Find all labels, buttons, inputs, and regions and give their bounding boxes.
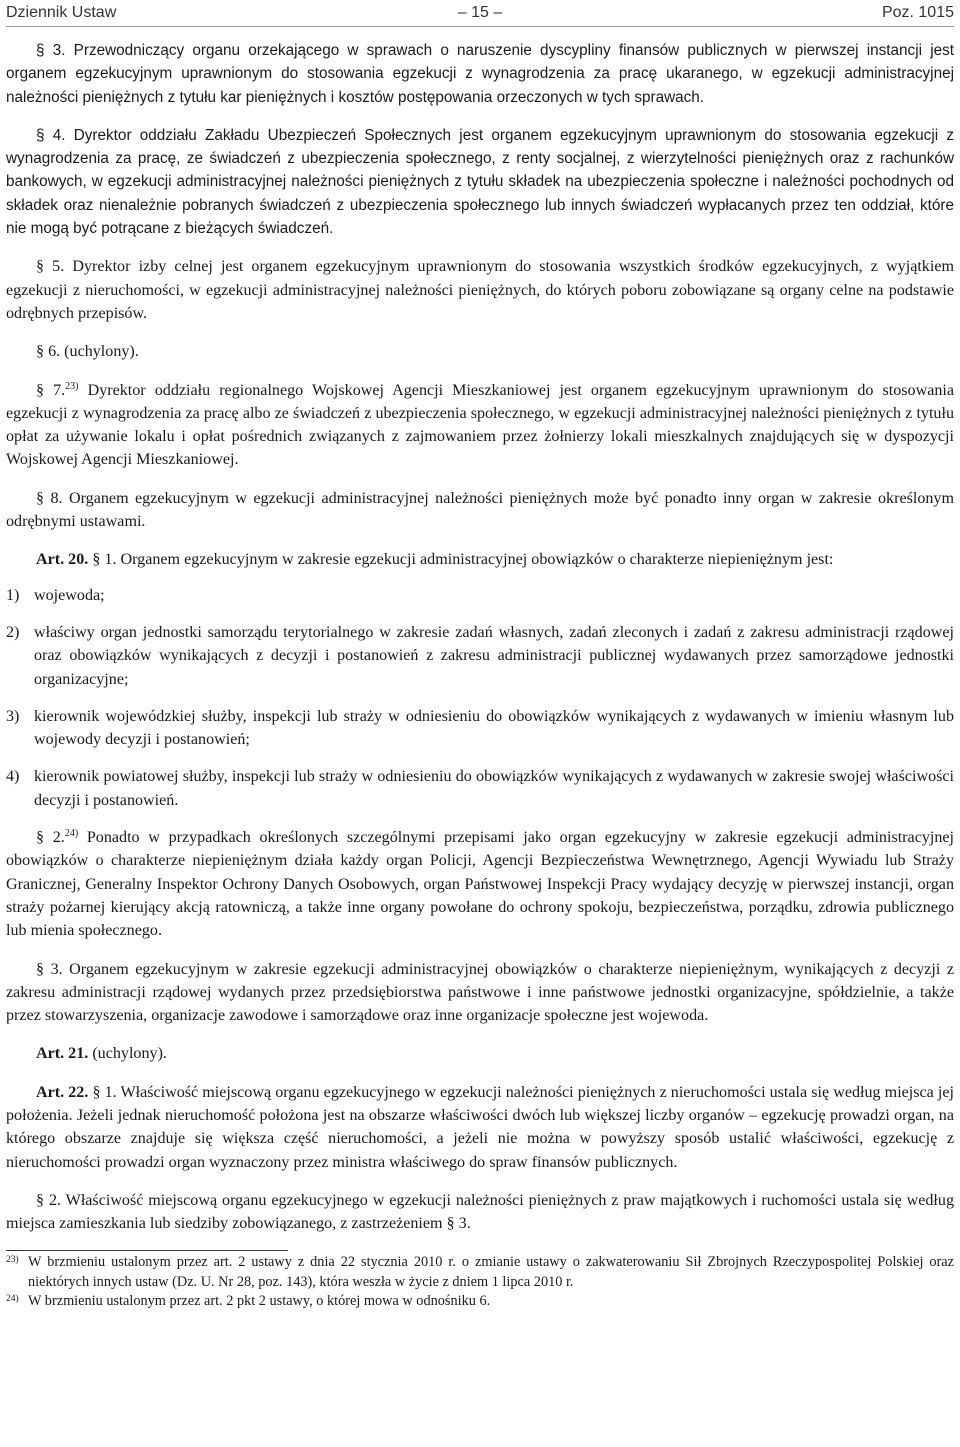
list-item-text: właściwy organ jednostki samorządu terytorialnego w zakresie zadań własnych, zadań zleconych i zadań z zakresu administracji rządowej oraz obowiązków wynikających z decyzji i postanowień z zakresu administracji publicznej wydawanych przez samorządowe jednostki organizacyjne; bbox=[34, 623, 954, 688]
paragraph-6: § 6. (uchylony). bbox=[36, 343, 139, 361]
article-20-para-2-lead: § 2. bbox=[36, 829, 65, 847]
document-body bbox=[6, 39, 954, 1235]
footnote-text: W brzmieniu ustalonym przez art. 2 pkt 2 ustawy, o której mowa w odnośniku 6. bbox=[28, 1293, 491, 1310]
article-20-para-2 bbox=[6, 826, 954, 942]
article-22-para-2: § 2. Właściwość miejscową organu egzekucyjnego w egzekucji należności pieniężnych z praw majątkowych i ruchomości ustala się według miejsca zamieszkania lub siedziby zobowiązanego, z zastrzeżeniem § 3. bbox=[6, 1191, 954, 1233]
list-item-number: 1) bbox=[6, 586, 20, 604]
journal-title: Dziennik Ustaw bbox=[6, 4, 117, 21]
article-22-heading: Art. 22. bbox=[36, 1083, 89, 1101]
article-20-para-2-text: Ponadto w przypadkach określonych szczególnymi przepisami jako organ egzekucyjny w zakresie egzekucji administracyjnej obowiązków o charakterze niepieniężnym działa każdy organ Policji, Agencji Bezpieczeństwa Wewnętrznego, Agencji Wywiadu lub Straży Granicznej, Generalny Inspektor Ochrony Danych Osobowych, organ Państwowej Inspekcji Pracy wydający decyzję w pierwszej instancji, organ straży pożarnej kierujący akcją ratowniczą, a także inne organy powołane do ochrony spokoju, bezpieczeństwa, porządku, zdrowia publicznego lub mienia społecznego. bbox=[6, 829, 955, 940]
paragraph-5: § 5. Dyrektor izby celnej jest organem egzekucyjnym uprawnionym do stosowania wszystkich środków egzekucyjnych, z wyjątkiem egzekucji z nieruchomości, w egzekucji administracyjnej należności pieniężnych, do których poboru zobowiązane są organy celne na podstawie odrębnych przepisów. bbox=[6, 258, 954, 322]
list-item-number: 3) bbox=[6, 707, 20, 725]
footnotes bbox=[6, 1253, 954, 1312]
paragraph-8: § 8. Organem egzekucyjnym w egzekucji administracyjnej należności pieniężnych może być ponadto inny organ w zakresie określonym odrębnymi ustawami. bbox=[6, 489, 954, 531]
article-22-para-1-text: § 1. Właściwość miejscową organu egzekucyjnego w egzekucji należności pieniężnych z nieruchomości ustala się według miejsca jej położenia. Jeżeli jednak nieruchomość położona jest na obszarze właściwości dwóch lub większej liczby organów – egzekucję prowadzi organ, na którego obszarze znajduje się większa część nieruchomości, a jeżeli nie można w powyższy sposób ustalić właściwości, egzekucję z nieruchomości prowadzi organ wyznaczony przez ministra właściwego do spraw finansów publicznych. bbox=[6, 1083, 954, 1171]
paragraph-7-lead: § 7. bbox=[36, 381, 66, 399]
footnote-ref-24: 24) bbox=[64, 828, 79, 840]
list-item-text: wojewoda; bbox=[34, 586, 105, 604]
footnote-23 bbox=[6, 1253, 954, 1292]
footnote-separator bbox=[6, 1250, 288, 1251]
article-20-heading: Art. 20. bbox=[36, 551, 89, 569]
list-item-text: kierownik wojewódzkiej służby, inspekcji lub straży w odniesieniu do obowiązków wynikających z wydawanych w imieniu własnym lub wojewody decyzji i postanowień; bbox=[34, 707, 954, 749]
page-number: – 15 – bbox=[457, 4, 503, 21]
paragraph-7-text: Dyrektor oddziału regionalnego Wojskowej Agencji Mieszkaniowej jest organem egzekucyjnym uprawnionym do stosowania egzekucji z wynagrodzenia za pracę albo ze świadczeń z ubezpieczenia społecznego, w egzekucji administracyjnej należności pieniężnych z tytułu opłat za używanie lokalu i opłat pośrednich związanych z zajmowaniem przez żołnierzy lokali mieszkalnych znajdujących się w dyspozycji Wojskowej Agencji Mieszkaniowej. bbox=[6, 381, 954, 469]
footnote-ref-23: 23) bbox=[65, 380, 79, 392]
position-number: Poz. 1015 bbox=[881, 4, 954, 21]
list-item bbox=[6, 765, 954, 812]
paragraph-7 bbox=[6, 379, 954, 472]
footnote-number: 23) bbox=[6, 1255, 19, 1266]
article-21-text: (uchylony). bbox=[88, 1045, 167, 1063]
article-20-para-1-text: § 1. Organem egzekucyjnym w zakresie egzekucji administracyjnej obowiązków o charakterze niepieniężnym jest: bbox=[88, 551, 834, 569]
footnote-24 bbox=[6, 1292, 954, 1312]
footnote-text: W brzmieniu ustalonym przez art. 2 ustawy z dnia 22 stycznia 2010 r. o zmianie ustawy o zakwaterowaniu Sił Zbrojnych Rzeczypospolitej Polskiej oraz niektórych innych ustaw (Dz. U. Nr 28, poz. 143), która weszła w życie z dniem 1 lipca 2010 r. bbox=[28, 1254, 954, 1290]
list-item-text: kierownik powiatowej służby, inspekcji lub straży w odniesieniu do obowiązków wynikających z wydawanych w zakresie swojej właściwości decyzji i postanowień. bbox=[34, 768, 954, 809]
article-21 bbox=[6, 1042, 954, 1065]
footnote-number: 24) bbox=[6, 1294, 19, 1305]
paragraph-4: § 4. Dyrektor oddziału Zakładu Ubezpieczeń Społecznych jest organem egzekucyjnym uprawnionym do stosowania egzekucji z wynagrodzenia za pracę, ze świadczeń z ubezpieczenia społecznego, z renty socjalnej, z wierzytelności pieniężnych oraz z rachunków bankowych, w egzekucji administracyjnej należności pieniężnych z tytułu składek na ubezpieczenia społeczne i należności pochodnych od składek oraz nienależnie pobranych świadczeń z ubezpieczenia społecznego lub innych świadczeń wypłacanych przez ten oddział, które nie mogą być potrącane z bieżących świadczeń. bbox=[6, 126, 954, 238]
paragraph-3: § 3. Przewodniczący organu orzekającego w sprawach o naruszenie dyscypliny finansów publicznych w pierwszej instancji jest organem egzekucyjnym uprawnionym do stosowania egzekucji z wynagrodzenia za pracę ukaranego, w egzekucji administracyjnej należności pieniężnych z tytułu kar pieniężnych i kosztów postępowania orzeczonych w tych sprawach. bbox=[6, 42, 954, 106]
list-item bbox=[6, 705, 954, 752]
list-item bbox=[6, 584, 954, 607]
list-item-number: 2) bbox=[6, 623, 20, 641]
article-22-para-1 bbox=[6, 1081, 954, 1174]
list-item bbox=[6, 621, 954, 691]
article-20-para-3: § 3. Organem egzekucyjnym w zakresie egzekucji administracyjnej obowiązków o charakterze niepieniężnym, wynikających z decyzji z zakresu administracji rządowej wydanych przez przedsiębiorstwa państwowe i inne państwowe jednostki organizacyjne, spółdzielnie, a także przez stowarzyszenia, organizacje zawodowe i samorządowe oraz inne organizacje społeczne jest wojewoda. bbox=[6, 960, 954, 1025]
page-header bbox=[6, 0, 954, 27]
article-21-heading: Art. 21. bbox=[36, 1045, 89, 1063]
article-20-para-1 bbox=[6, 548, 954, 571]
list-item-number: 4) bbox=[6, 768, 20, 786]
